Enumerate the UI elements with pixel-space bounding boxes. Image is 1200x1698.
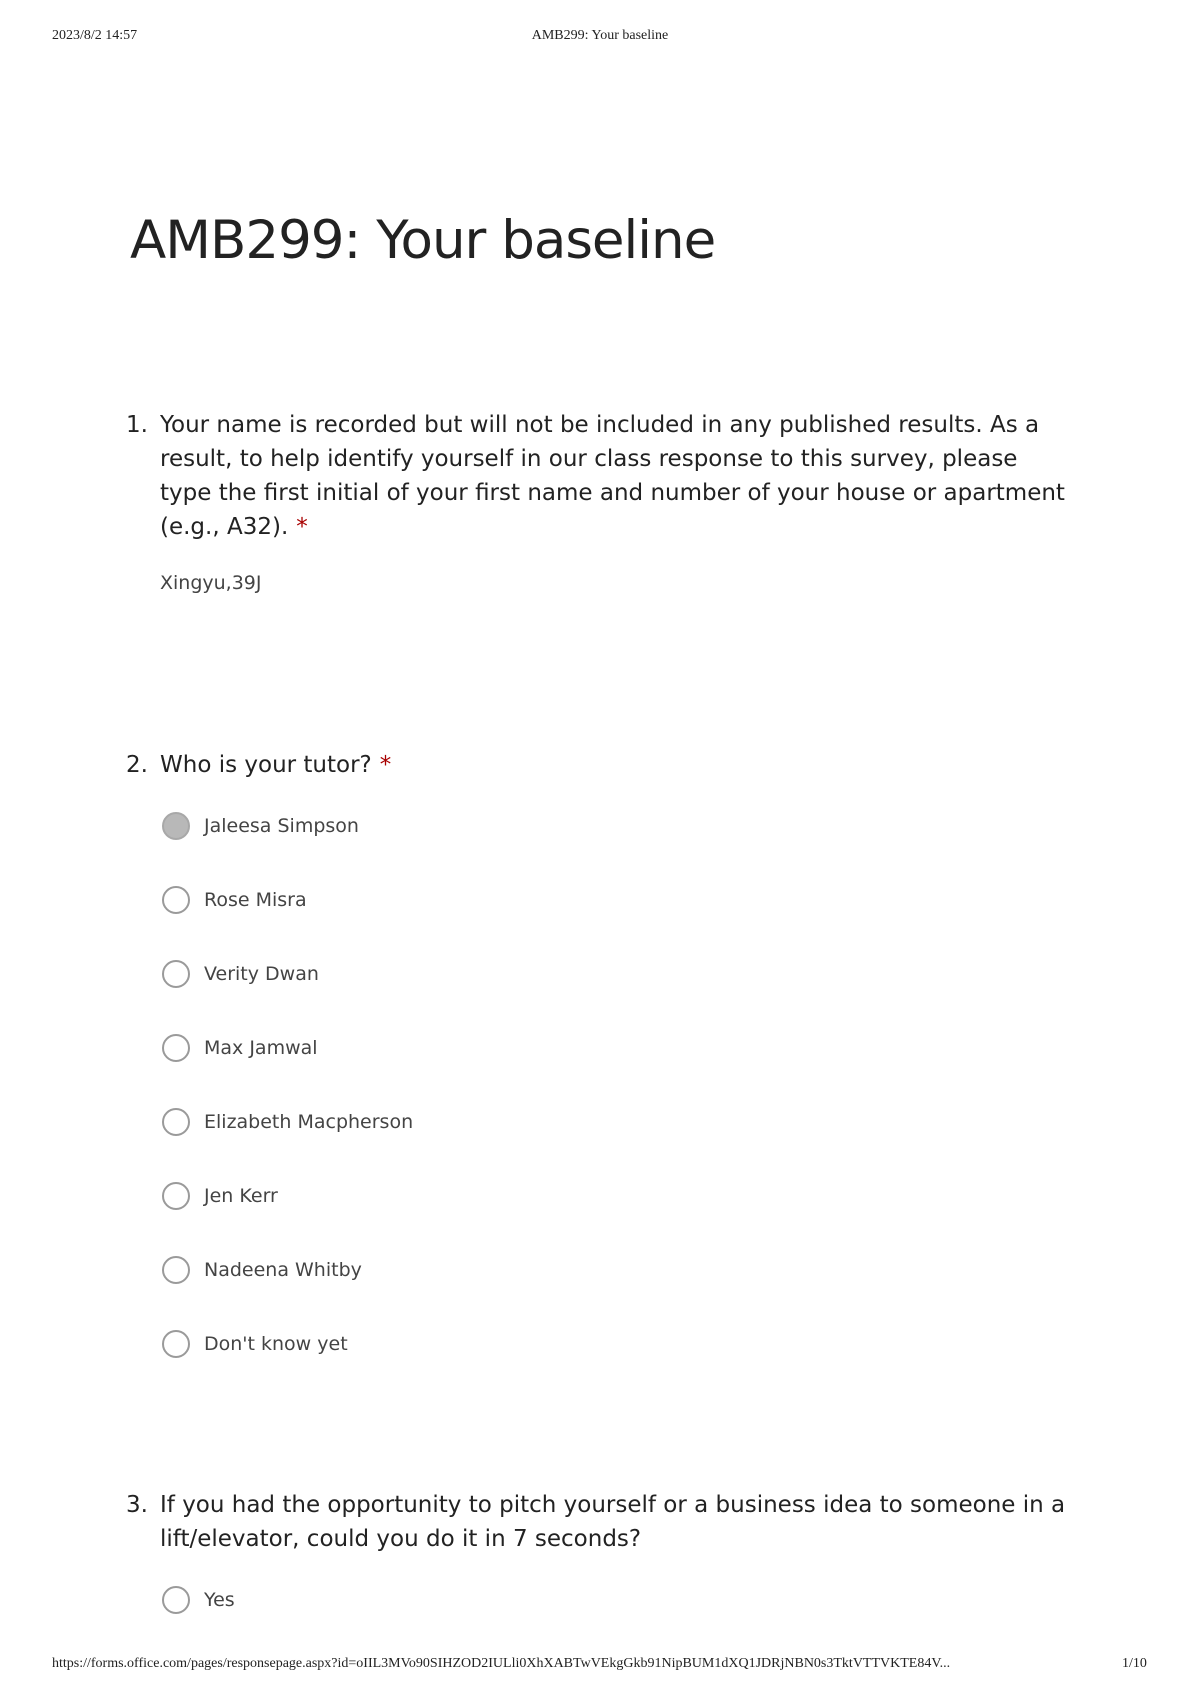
print-doc-title: AMB299: Your baseline	[531, 28, 669, 43]
option-verity-dwan[interactable]	[162, 958, 1076, 990]
option-label: Nadeena Whitby	[204, 1259, 362, 1281]
question-2-header	[126, 748, 1076, 782]
option-nadeena-whitby[interactable]	[162, 1254, 1076, 1286]
print-datetime: 2023/8/2 14:57	[52, 28, 138, 43]
option-yes[interactable]	[162, 1584, 1076, 1616]
option-max-jamwal[interactable]	[162, 1032, 1076, 1064]
option-label: Jaleesa Simpson	[204, 815, 359, 837]
required-asterisk: *	[296, 514, 308, 540]
radio-icon[interactable]	[162, 886, 190, 914]
question-1	[126, 408, 1076, 594]
tutor-options	[162, 810, 1076, 1360]
pitch-options	[162, 1584, 1076, 1616]
radio-icon[interactable]	[162, 1034, 190, 1062]
radio-icon[interactable]	[162, 1256, 190, 1284]
radio-icon[interactable]	[162, 1108, 190, 1136]
radio-icon[interactable]	[162, 1586, 190, 1614]
option-elizabeth-macpherson[interactable]	[162, 1106, 1076, 1138]
question-text	[160, 408, 1076, 544]
text-answer[interactable]: Xingyu,39J	[160, 572, 262, 594]
question-2	[126, 748, 1076, 1402]
page-number: 1/10	[1122, 1656, 1147, 1671]
option-rose-misra[interactable]	[162, 884, 1076, 916]
option-dont-know-yet[interactable]	[162, 1328, 1076, 1360]
radio-selected-icon[interactable]	[162, 812, 190, 840]
option-label: Elizabeth Macpherson	[204, 1111, 414, 1133]
option-label: Yes	[204, 1589, 235, 1611]
print-url: https://forms.office.com/pages/responsepage.aspx?id=oIIL3MVo90SIHZOD2IULli0XhXABTwVEkgGkb91NipBUM1dXQ1JDRjNBN0s3TktVTTVKTE84V...	[52, 1656, 951, 1671]
question-number: 1.	[126, 412, 148, 438]
question-text	[160, 748, 1076, 782]
option-label: Max Jamwal	[204, 1037, 318, 1059]
option-label: Rose Misra	[204, 889, 307, 911]
option-label: Verity Dwan	[204, 963, 319, 985]
question-3	[126, 1488, 1076, 1658]
question-number: 3.	[126, 1492, 148, 1518]
question-3-header	[126, 1488, 1076, 1556]
option-label: Don't know yet	[204, 1333, 348, 1355]
form-title: AMB299: Your baseline	[130, 210, 716, 271]
option-jen-kerr[interactable]	[162, 1180, 1076, 1212]
option-label: Jen Kerr	[204, 1185, 278, 1207]
question-number: 2.	[126, 752, 148, 778]
radio-icon[interactable]	[162, 960, 190, 988]
radio-icon[interactable]	[162, 1182, 190, 1210]
question-1-header	[126, 408, 1076, 544]
question-3-text: If you had the opportunity to pitch yourself or a business idea to someone in a lift/elevator, could you do it in 7 seconds?	[160, 1492, 1066, 1552]
question-2-text: Who is your tutor?	[160, 752, 372, 778]
question-1-text: Your name is recorded but will not be included in any published results. As a result, to help identify yourself in our class response to this survey, please type the first initial of your first name and number of your house or apartment (e.g., A32).	[160, 412, 1065, 540]
required-asterisk: *	[379, 752, 392, 778]
radio-icon[interactable]	[162, 1330, 190, 1358]
option-jaleesa-simpson[interactable]	[162, 810, 1076, 842]
